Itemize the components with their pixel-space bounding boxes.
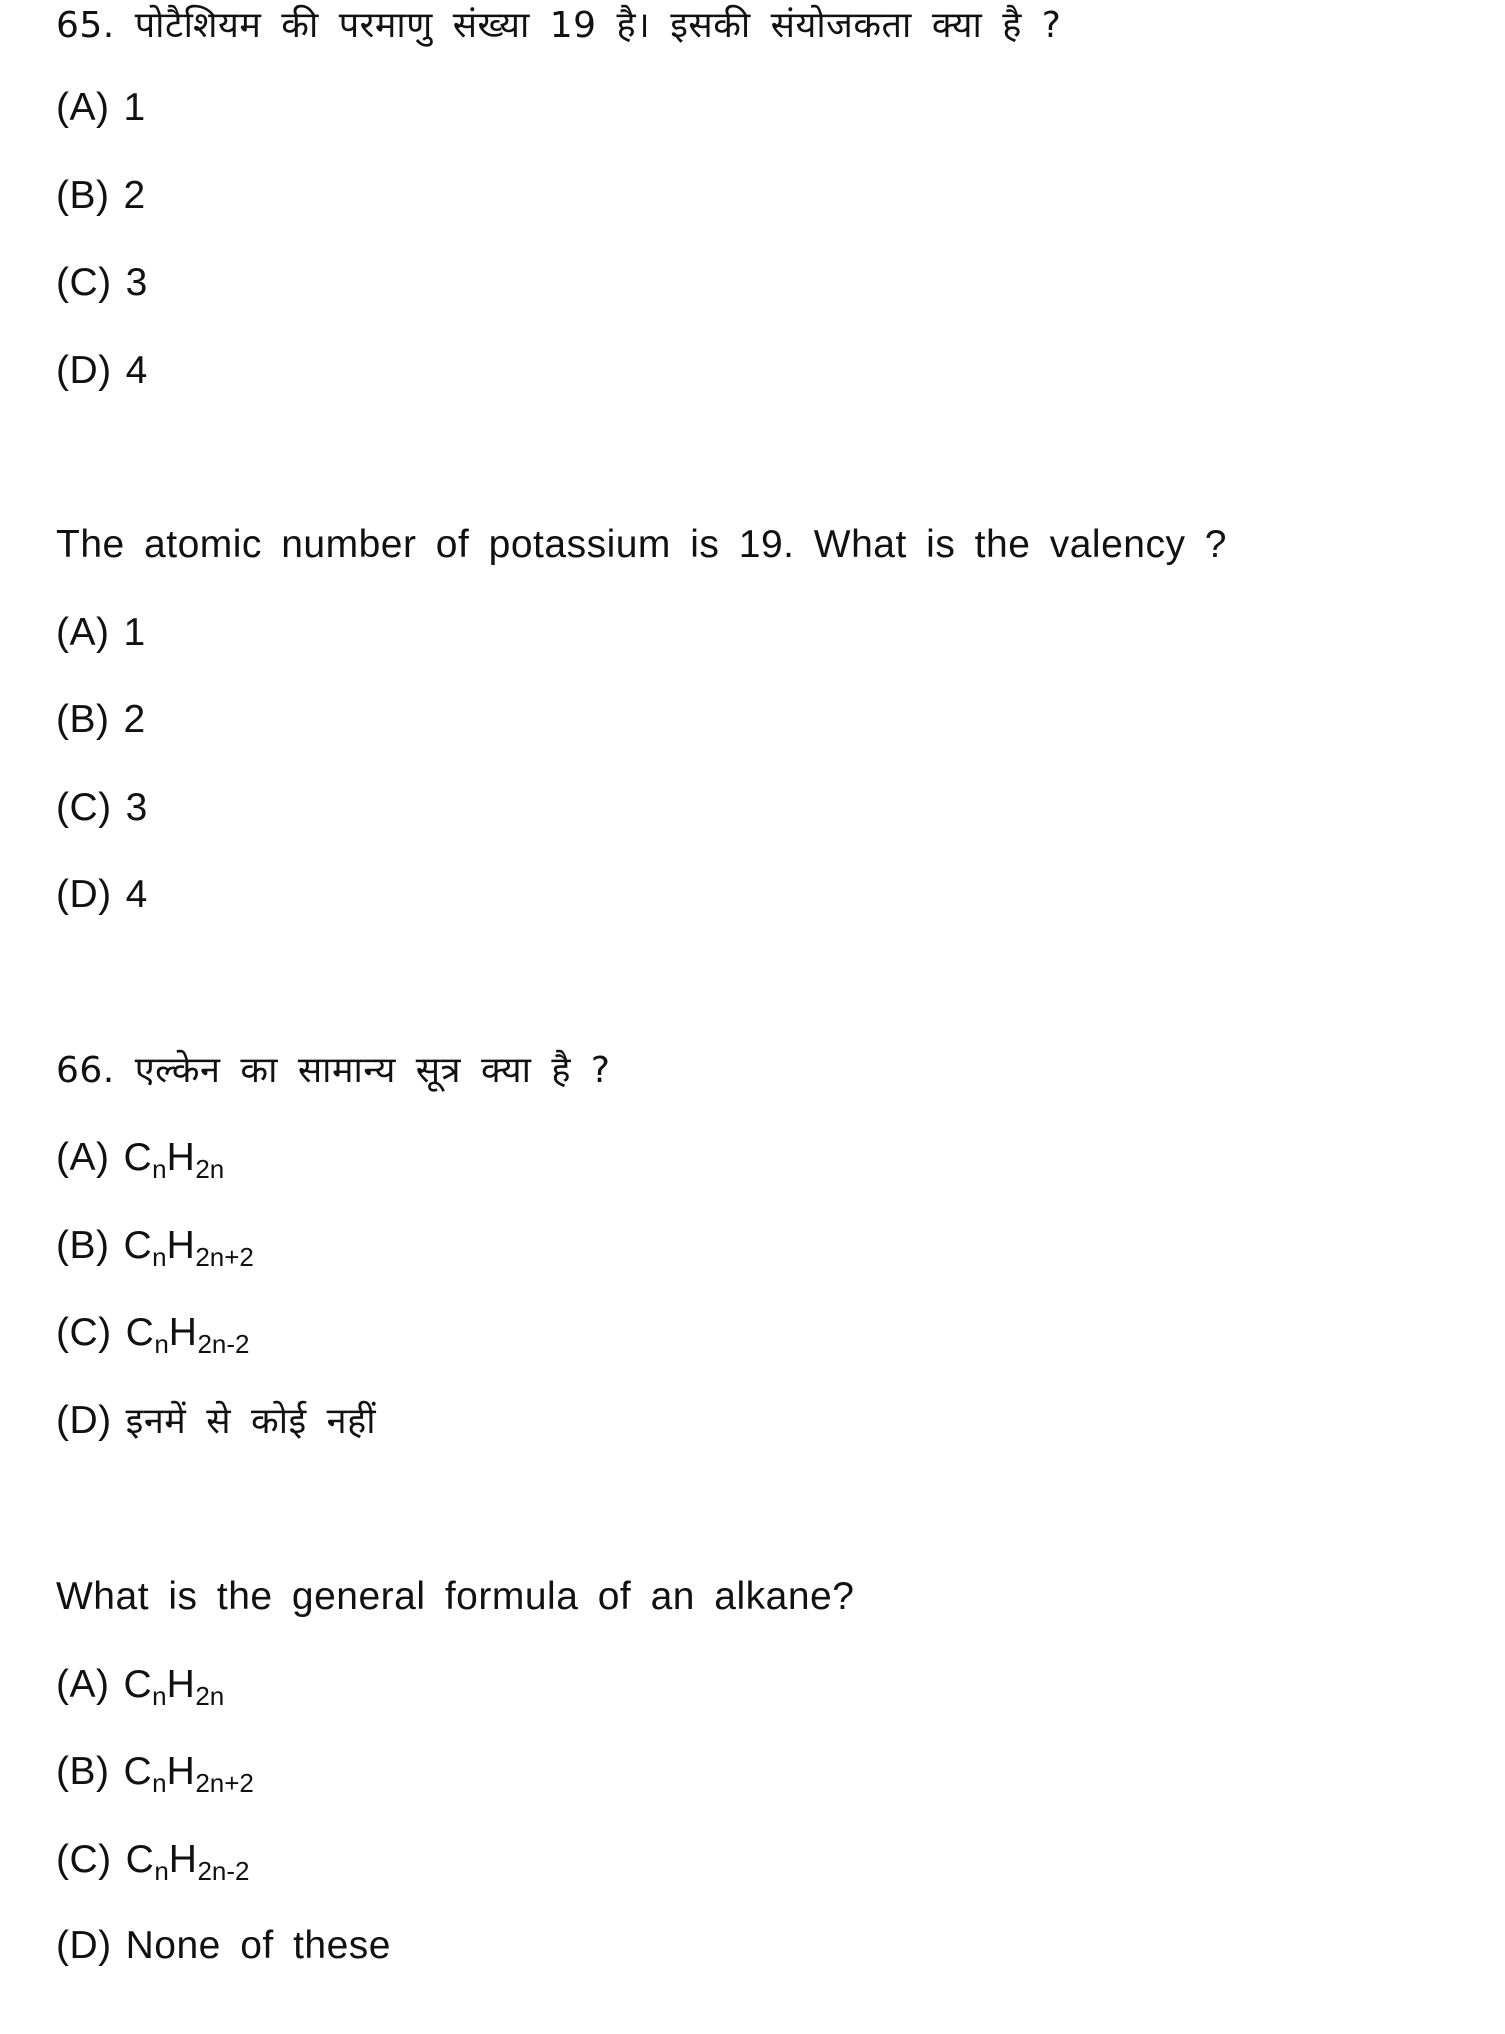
option-label: (B) [56,174,110,217]
option-label: (B) [56,698,110,741]
option-c[interactable] [56,784,148,832]
option-a[interactable] [56,84,146,132]
option-b[interactable] [56,696,146,744]
option-label: (C) [56,786,112,829]
question-text: The atomic number of potassium is 19. What is the valency ? [56,523,1227,566]
formula: $C_nH_{2n}$ [123,1136,225,1184]
option-c[interactable] [56,1309,250,1357]
question-text: पोटैशियम की परमाणु संख्या 19 है। इसकी संयोजकता क्या है ? [134,5,1062,46]
question-65-hindi [56,2,1061,50]
question-66-hindi [56,1047,611,1095]
option-label: (C) [56,261,112,304]
option-d[interactable] [56,1397,376,1446]
option-a[interactable] [56,1661,224,1709]
option-label: (B) [56,1750,110,1793]
formula: $C_nH_{2n+2}$ [123,1750,254,1798]
option-value: 1 [123,611,146,654]
option-label: (D) [56,1924,112,1967]
option-c[interactable] [56,1836,250,1884]
option-value: इनमें से कोई नहीं [125,1401,377,1442]
question-text: एल्केन का सामान्य सूत्र क्या है ? [134,1050,611,1091]
question-66-english [56,1573,854,1621]
option-d[interactable] [56,347,148,395]
question-text: What is the general formula of an alkane? [56,1575,855,1618]
option-value: 3 [125,261,148,304]
option-label: (B) [56,1224,110,1267]
option-b[interactable] [56,1222,254,1270]
option-d[interactable] [56,871,148,919]
option-value: 1 [123,86,146,129]
formula: $C_nH_{2n+2}$ [123,1224,254,1272]
option-label: (A) [56,1136,110,1179]
option-value: 4 [125,873,148,916]
question-65-english [56,521,1227,569]
option-label: (D) [56,1399,112,1442]
option-label: (A) [56,611,110,654]
option-d[interactable] [56,1922,391,1970]
option-value: None of these [125,1924,391,1967]
option-label: (A) [56,86,110,129]
option-label: (D) [56,349,112,392]
option-b[interactable] [56,1748,254,1796]
option-value: 2 [123,698,146,741]
formula: $C_nH_{2n-2}$ [125,1311,250,1359]
option-a[interactable] [56,1134,224,1182]
option-value: 3 [125,786,148,829]
question-number: 66. [56,1050,115,1091]
question-number: 65. [56,5,115,46]
formula: $C_nH_{2n-2}$ [125,1838,250,1886]
option-value: 4 [125,349,148,392]
option-label: (D) [56,873,112,916]
option-a[interactable] [56,609,146,657]
option-label: (C) [56,1838,112,1881]
option-b[interactable] [56,172,146,220]
option-value: 2 [123,174,146,217]
option-label: (A) [56,1663,110,1706]
option-c[interactable] [56,259,148,307]
formula: $C_nH_{2n}$ [123,1663,225,1711]
option-label: (C) [56,1311,112,1354]
